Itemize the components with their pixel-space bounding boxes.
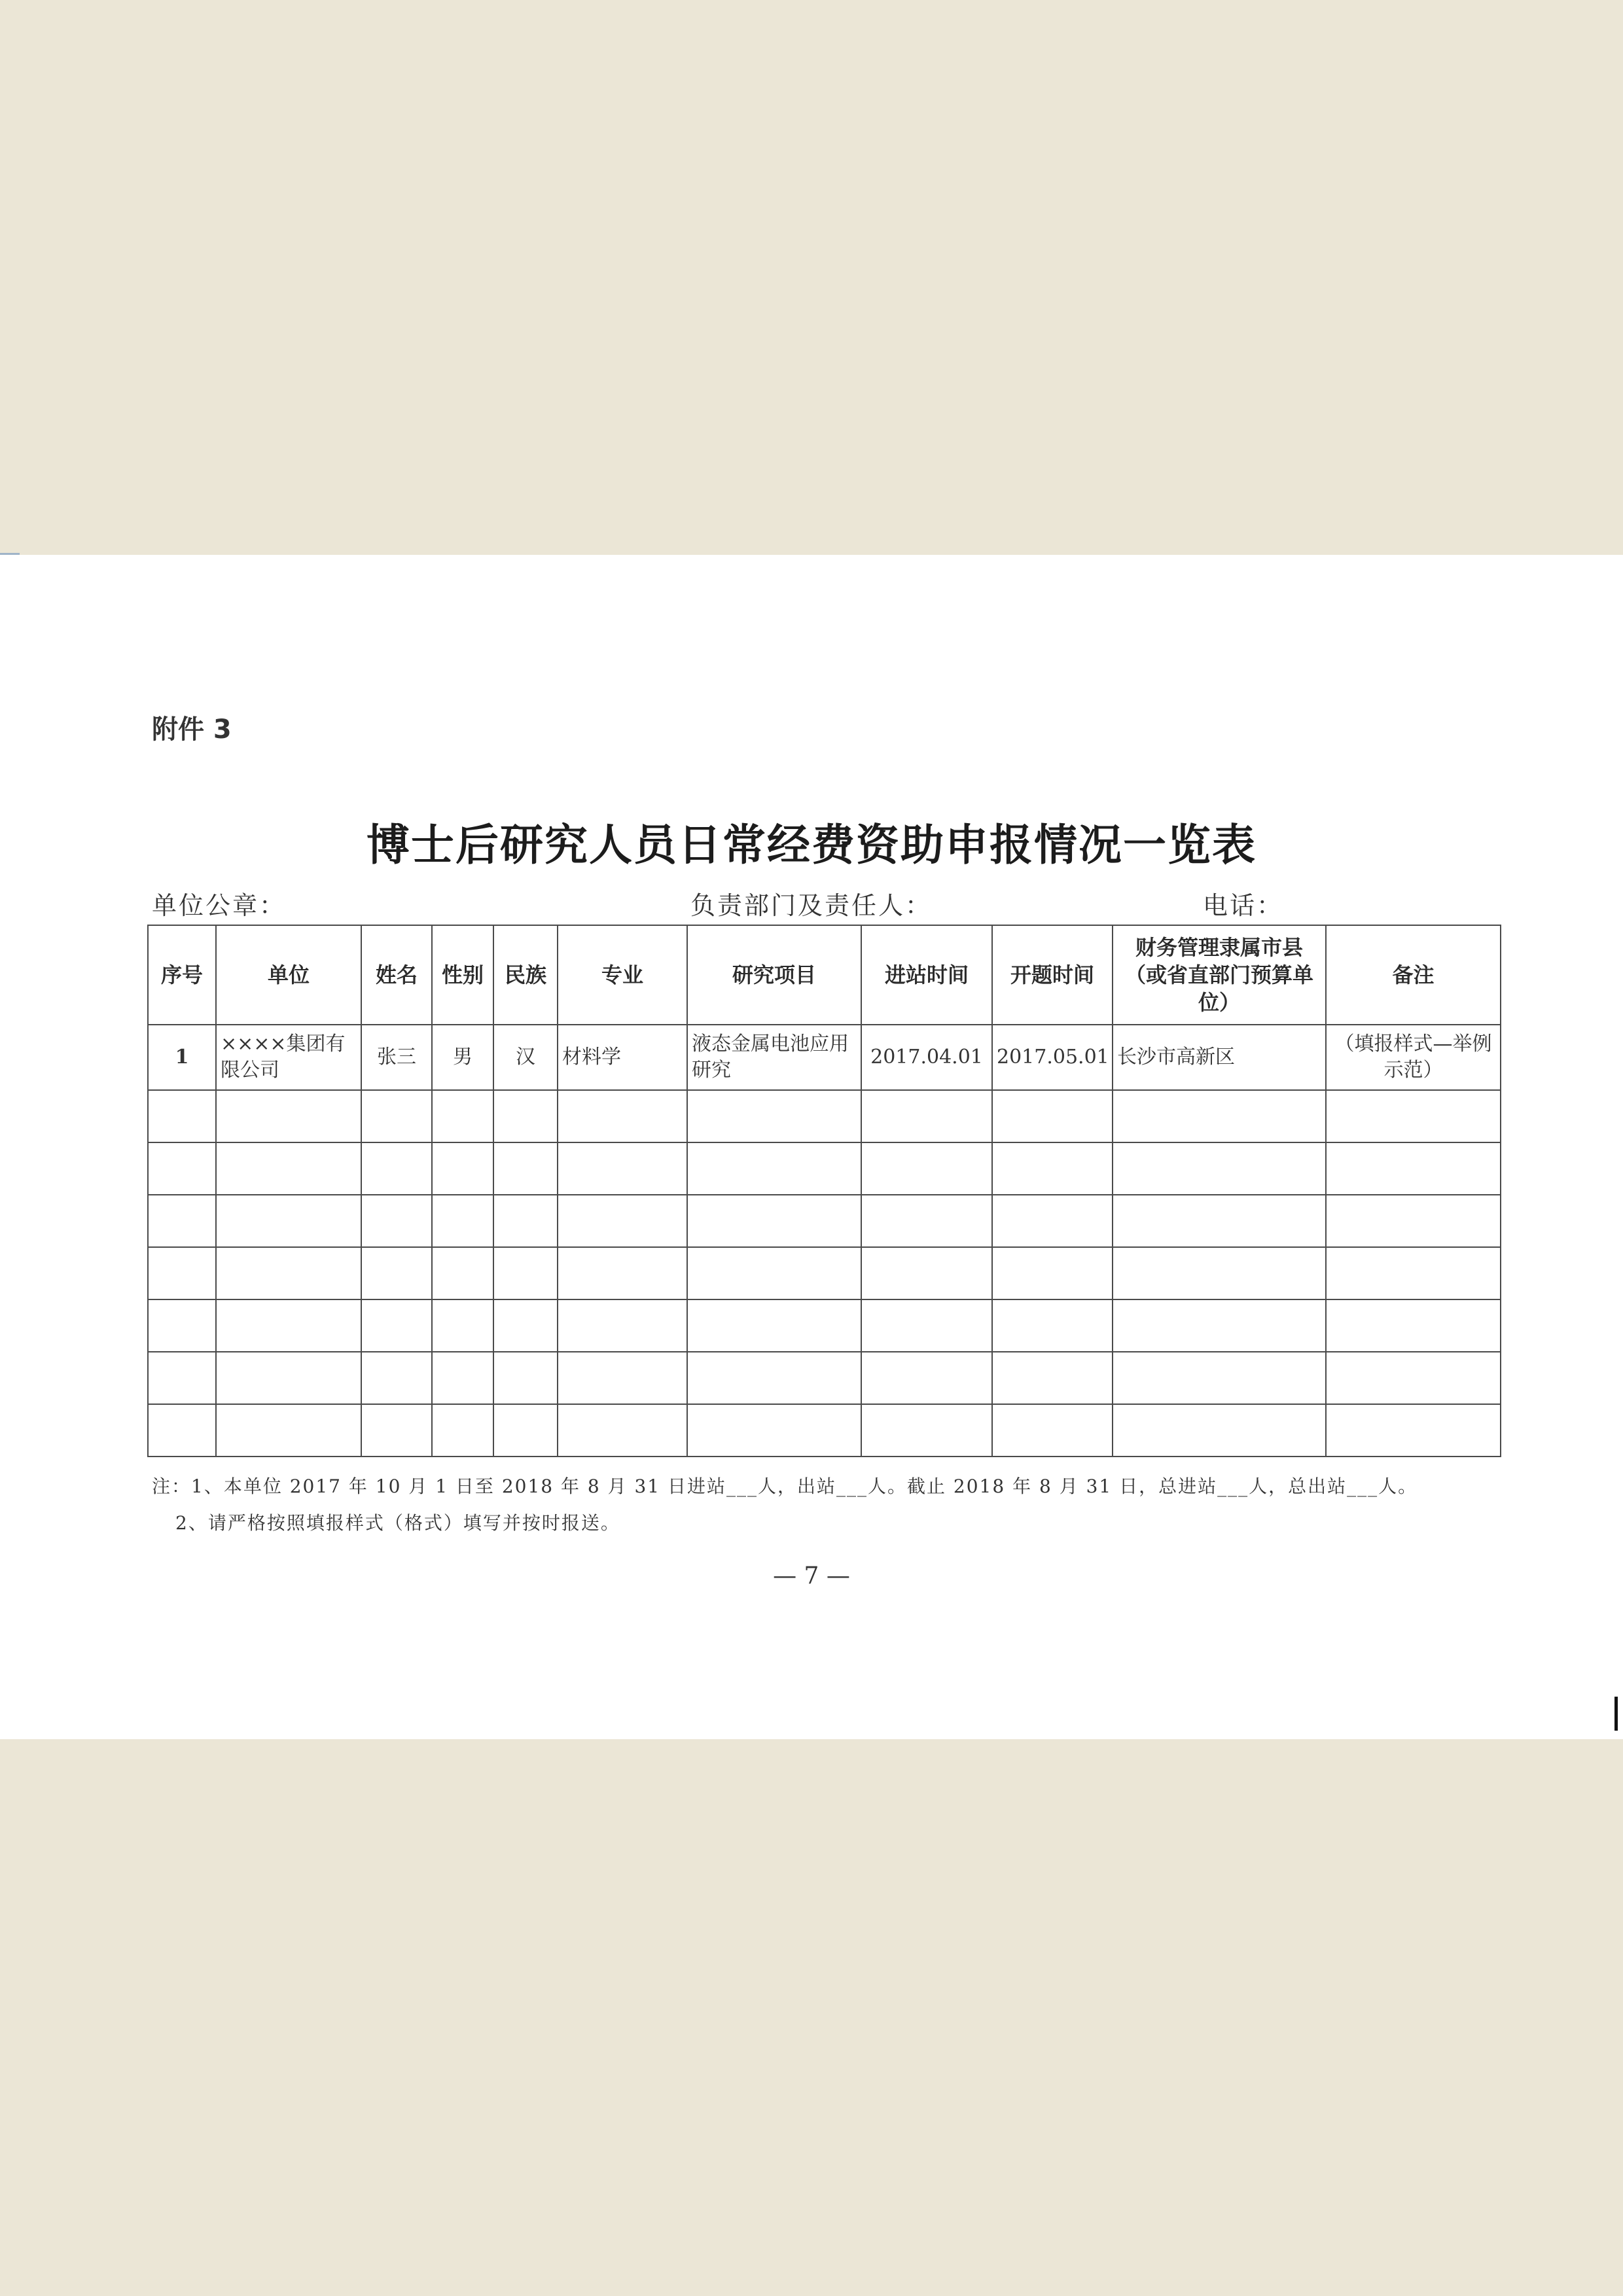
- header-remark: 备注: [1326, 925, 1501, 1025]
- table-row: [148, 1142, 1501, 1195]
- cell-finance-region: 长沙市高新区: [1113, 1025, 1326, 1090]
- table-header-row: [148, 925, 1501, 1025]
- table-cell: [493, 1142, 558, 1195]
- header-project: 研究项目: [687, 925, 861, 1025]
- table-cell: [148, 1195, 216, 1247]
- header-finance-region: 财务管理隶属市县（或省直部门预算单位）: [1113, 925, 1326, 1025]
- table-cell: [493, 1247, 558, 1299]
- cell-project: 液态金属电池应用研究: [687, 1025, 861, 1090]
- table-cell: [861, 1142, 992, 1195]
- table-cell: [493, 1090, 558, 1142]
- table-cell: [216, 1247, 361, 1299]
- table-cell: [148, 1247, 216, 1299]
- table-cell: [148, 1352, 216, 1404]
- table-cell: [1113, 1142, 1326, 1195]
- table-cell: [992, 1404, 1113, 1457]
- table-cell: [992, 1195, 1113, 1247]
- table-cell: [861, 1404, 992, 1457]
- header-seq: 序号: [148, 925, 216, 1025]
- table-body: [148, 1025, 1501, 1457]
- table-cell: [992, 1352, 1113, 1404]
- table-cell: [148, 1090, 216, 1142]
- table-cell: [432, 1404, 493, 1457]
- cell-name: 张三: [361, 1025, 432, 1090]
- table-cell: [1326, 1352, 1501, 1404]
- table-cell: [861, 1247, 992, 1299]
- table-cell: [1113, 1404, 1326, 1457]
- header-entry-date: 进站时间: [861, 925, 992, 1025]
- note-line-2: 2、请严格按照填报样式（格式）填写并按时报送。: [175, 1512, 620, 1534]
- header-major: 专业: [558, 925, 687, 1025]
- document-title: 博士后研究人员日常经费资助申报情况一览表: [366, 819, 1257, 870]
- table-cell: [558, 1195, 687, 1247]
- table-cell: [361, 1352, 432, 1404]
- phone-label: 电话：: [1203, 891, 1284, 920]
- table-row: [148, 1090, 1501, 1142]
- table-cell: [861, 1352, 992, 1404]
- table-cell: [493, 1404, 558, 1457]
- table-cell: [992, 1299, 1113, 1352]
- table-row: [148, 1352, 1501, 1404]
- table-cell: [1326, 1090, 1501, 1142]
- cell-unit: ××××集团有限公司: [216, 1025, 361, 1090]
- table-cell: [432, 1352, 493, 1404]
- header-unit: 单位: [216, 925, 361, 1025]
- cell-seq: 1: [148, 1025, 216, 1090]
- table-cell: [992, 1142, 1113, 1195]
- header-gender: 性别: [432, 925, 493, 1025]
- table-cell: [861, 1299, 992, 1352]
- table-cell: [148, 1404, 216, 1457]
- header-name: 姓名: [361, 925, 432, 1025]
- table-cell: [148, 1299, 216, 1352]
- table-cell: [493, 1195, 558, 1247]
- table-cell: [687, 1142, 861, 1195]
- unit-seal-label: 单位公章：: [152, 891, 287, 920]
- table-cell: [861, 1195, 992, 1247]
- table-cell: [216, 1404, 361, 1457]
- table-cell: [558, 1090, 687, 1142]
- table-cell: [1113, 1247, 1326, 1299]
- responsible-person-label: 负责部门及责任人：: [690, 891, 933, 920]
- table-cell: [992, 1090, 1113, 1142]
- table-row-sample: [148, 1025, 1501, 1090]
- table-cell: [216, 1142, 361, 1195]
- table-cell: [216, 1352, 361, 1404]
- table-cell: [432, 1142, 493, 1195]
- cell-major: 材料学: [558, 1025, 687, 1090]
- table-cell: [432, 1090, 493, 1142]
- cell-gender: 男: [432, 1025, 493, 1090]
- table-cell: [558, 1142, 687, 1195]
- table-cell: [1326, 1299, 1501, 1352]
- table-cell: [861, 1090, 992, 1142]
- table-cell: [361, 1247, 432, 1299]
- table-cell: [1326, 1404, 1501, 1457]
- table-cell: [1326, 1142, 1501, 1195]
- header-proposal-date: 开题时间: [992, 925, 1113, 1025]
- table-cell: [432, 1299, 493, 1352]
- table-cell: [361, 1142, 432, 1195]
- page-number: — 7 —: [773, 1563, 850, 1589]
- cell-entry-date: 2017.04.01: [861, 1025, 992, 1090]
- table-cell: [558, 1404, 687, 1457]
- table-cell: [1113, 1090, 1326, 1142]
- table-row: [148, 1247, 1501, 1299]
- table-cell: [558, 1299, 687, 1352]
- table-cell: [992, 1247, 1113, 1299]
- table-cell: [1326, 1247, 1501, 1299]
- table-cell: [1326, 1195, 1501, 1247]
- table-row: [148, 1404, 1501, 1457]
- table-row: [148, 1195, 1501, 1247]
- table-cell: [687, 1090, 861, 1142]
- table-cell: [361, 1090, 432, 1142]
- table-cell: [361, 1299, 432, 1352]
- table-cell: [361, 1195, 432, 1247]
- table-cell: [493, 1299, 558, 1352]
- application-table: [147, 925, 1501, 1457]
- table-cell: [687, 1352, 861, 1404]
- table-cell: [216, 1090, 361, 1142]
- table-cell: [687, 1195, 861, 1247]
- table-cell: [1113, 1352, 1326, 1404]
- table-cell: [432, 1247, 493, 1299]
- table-cell: [432, 1195, 493, 1247]
- table-cell: [687, 1299, 861, 1352]
- cell-ethnicity: 汉: [493, 1025, 558, 1090]
- table-cell: [361, 1404, 432, 1457]
- table-cell: [148, 1142, 216, 1195]
- table-cell: [216, 1195, 361, 1247]
- table-cell: [687, 1404, 861, 1457]
- cell-remark: （填报样式—举例示范）: [1326, 1025, 1501, 1090]
- table-cell: [558, 1247, 687, 1299]
- table-cell: [1113, 1195, 1326, 1247]
- cell-proposal-date: 2017.05.01: [992, 1025, 1113, 1090]
- attachment-label: 附件 3: [152, 715, 232, 745]
- header-ethnicity: 民族: [493, 925, 558, 1025]
- note-line-1: 注：1、本单位 2017 年 10 月 1 日至 2018 年 8 月 31 日进站___人，出站___人。截止 2018 年 8 月 31 日，总进站___人，总出站___人。: [152, 1475, 1418, 1497]
- document-page: [0, 555, 1623, 1739]
- table-cell: [216, 1299, 361, 1352]
- table-cell: [558, 1352, 687, 1404]
- table-cell: [687, 1247, 861, 1299]
- table-row: [148, 1299, 1501, 1352]
- table-cell: [1113, 1299, 1326, 1352]
- table-cell: [493, 1352, 558, 1404]
- scan-edge-mark: [1614, 1697, 1618, 1731]
